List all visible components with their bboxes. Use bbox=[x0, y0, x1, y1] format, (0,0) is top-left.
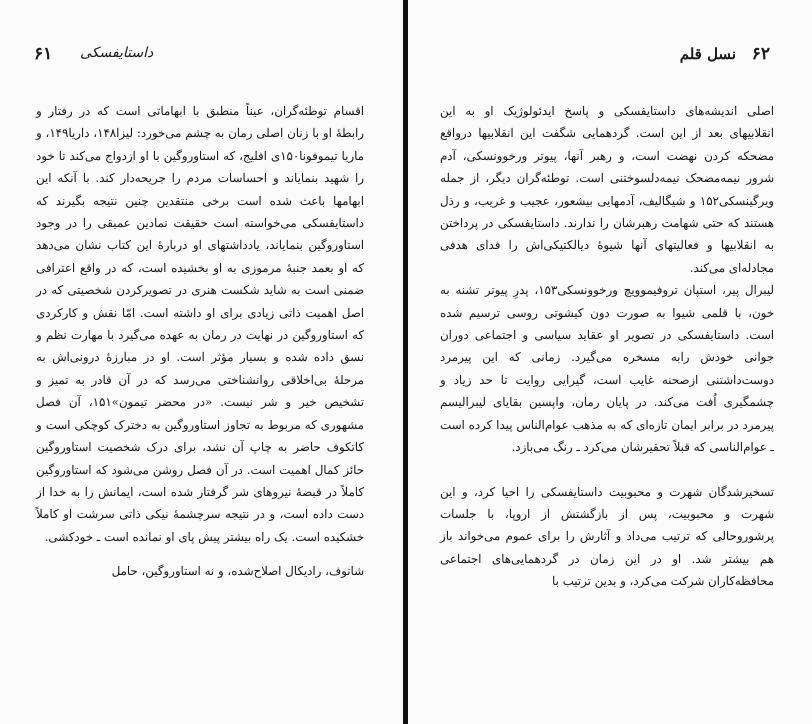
left-page-body bbox=[36, 100, 364, 583]
left-page-header bbox=[34, 44, 364, 70]
left-page bbox=[0, 0, 404, 724]
right-paragraph: اصلی اندیشه‌های داستایفسکی و پاسخ ایدئولوژیک او به این انقلابیهای بعد از این است. گردهمایی شگفت این انقلابیها درواقع مضحکه کردن نهضت است، و رهبر آنها، پیوتر ورخوونسکی، آدم شرور نیمه‌مضحک نیمه‌دلسوختنی است. توطئه‌گران دیگر، از جمله ویرگینسکی۱۵۲ و شیگالیف، آدمهایی بیشعور، عجیب و غریب، و رذل هستند که حتی شهامت رهبرشان را ندارند. داستایفسکی در پرداختن به انقلابیها و فعالیتهای آنها شیوهٔ دیالکتیکی‌اش را فدای هدفی مجادله‌ای می‌کند. bbox=[440, 104, 774, 275]
left-running-title: داستایفسکی bbox=[80, 45, 154, 61]
left-paragraph: شاتوف، رادیکال اصلاح‌شده، و نه استاوروگین، حامل bbox=[111, 564, 364, 579]
left-paragraph: اقسام توطئه‌گران، عیناً منطبق با ابهاماتی است که در رفتار و رابطهٔ او با زنان اصلی رمان به چشم می‌خورد: لیزا۱۴۸، داریا۱۴۹، و ماریا تیموفونا۱۵۰ی افلیج، که استاوروگین با او ازدواج می‌کند تا خود را شهید بنمایاند و احساسات مردم را جریحه‌دار کند. با آنکه این ابهامها باعث شده است برخی منتقدین چنین نتیجه بگیرند که داستایفسکی می‌خواسته است حقیقت نمادین عمیقی را در وجود استاوروگین بنمایاند، یادداشتهای او دربارهٔ این کتاب نشان می‌دهد که او بعمد جنبهٔ مرموزی به او بخشیده است، که در واقع اعترافی ضمنی است به شاید شکست هنری در تصویرکردن شخصیتی که در اصل اهمیت ذاتی زیادی برای او داشته است. امّا نقش و کارکردی که استاوروگین در نهایت در رمان به عهده می‌گیرد با مهارت نظم و نسق داده شده و بسیار مؤثر است. او در مبارزهٔ درونی‌اش به مرحلهٔ بی‌اخلاقی روانشناختی می‌رسد که در آن قادر به تمیز و تشخیص خیر و شر نیست. «در محضر تیمون»۱۵۱، آن فصل مشهوری که مربوط به تجاوز استاوروگین به دخترک کوچکی است و کاتکوف حاضر به چاپ آن نشد، برای درک شخصیت استاوروگین حائز کمال اهمیت است. در آن فصل روشن می‌شود که استاوروگین کاملاً در قبضهٔ نیروهای شر گرفتار شده است، ایمانش را به خدا از دست داده است، و در نتیجه سرچشمهٔ نیکی ذاتی سرشت او کاملاً خشکیده است. یک راه بیشتر پیش پای او نمانده است ـ خودکشی. bbox=[36, 104, 365, 544]
left-page-number: ۶۱ bbox=[34, 44, 53, 64]
right-page-header bbox=[448, 44, 770, 70]
right-page-body bbox=[440, 100, 774, 593]
right-page-number: ۶۲ bbox=[751, 44, 770, 64]
right-running-title: نسل قلم bbox=[679, 45, 736, 63]
right-page bbox=[408, 0, 812, 724]
paragraph-gap bbox=[440, 459, 774, 481]
right-paragraph: لیبرال پیر، استپان تروفیموویچ ورخوونسکی۱۵۳، پدرِ پیوتر تشنه به خون، با قلمی شیوا به صورت دون کیشوتی روسی ترسیم شده است. داستایفسکی در تصویر او عقاید سیاسی و اجتماعی دوران جوانی خودش رابه مسخره می‌گیرد. زمانی که این پیرمرد دوست‌داشتنی ازصحنه غایب است، گیرایی روایت تا حد زیاد و چشمگیری اُفت می‌کند. در پایان رمان، واپسین بقایای لیبرالیسم پیرمرد در برابر ایمان تازه‌ای که به مذهب عوام‌الناس پیدا کرده است ـ عوام‌الناسی که قبلاً تحقیرشان می‌کرد ـ رنگ می‌بازد. bbox=[440, 283, 774, 455]
right-paragraph: تسخیرشدگان شهرت و محبوبیت داستایفسکی را احیا کرد، و این شهرت و محبوبیت، پس از بازگشتش از اروپا، با جلسات پرشوروحالی که ترتیب می‌داد و آثارش را برای عموم می‌خواند باز هم بیشتر شد. او در این زمان در گردهمایی‌های اجتماعی محافظه‌کاران شرکت می‌کرد، و بدین ترتیب با bbox=[440, 484, 774, 589]
